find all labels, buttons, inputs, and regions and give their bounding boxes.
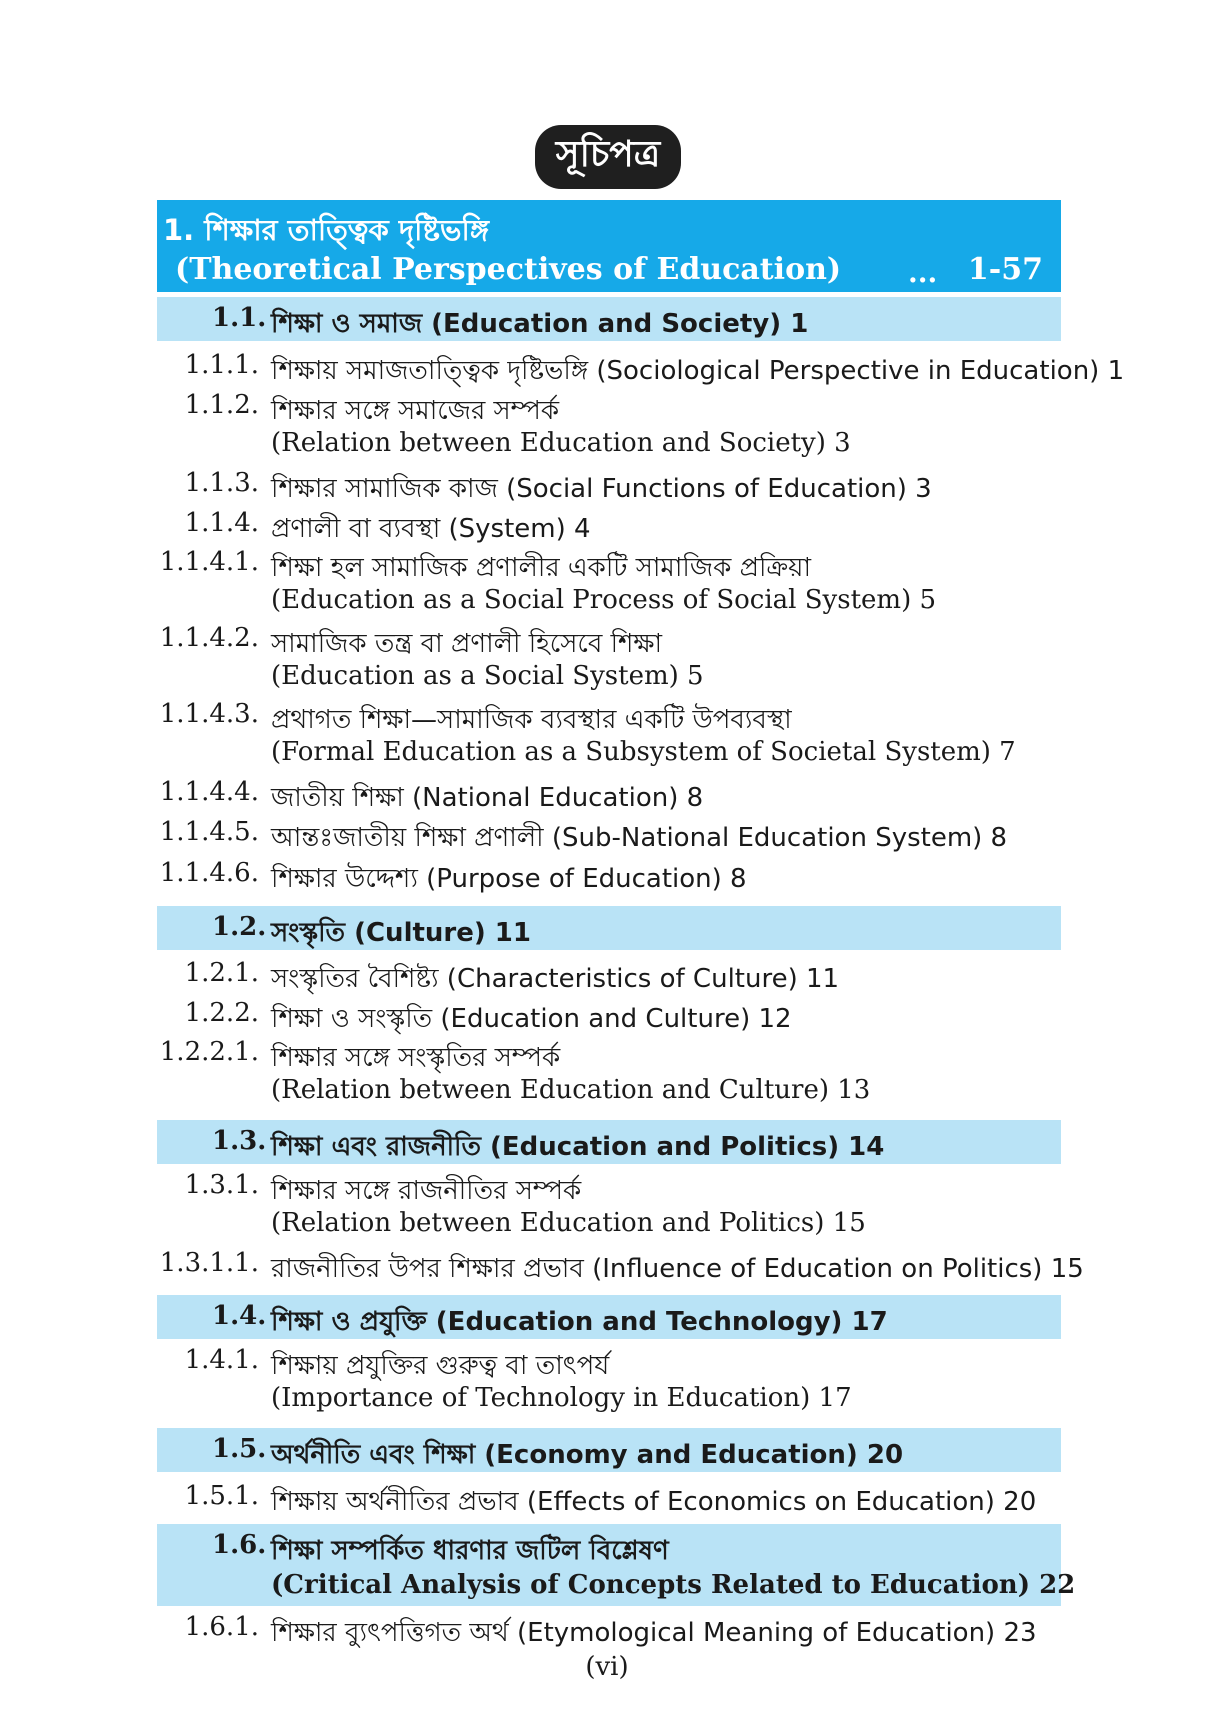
entry-title: শিক্ষার সঙ্গে রাজনীতির সম্পর্ক	[271, 1176, 582, 1206]
section-header	[157, 297, 1061, 341]
entry-title: আন্তঃজাতীয় শিক্ষা প্রণালী (Sub-National Education System) 8	[271, 823, 1008, 853]
chapter-header	[157, 200, 1061, 292]
entry-number: 1.2.1.	[184, 958, 259, 988]
chapter-title-en: (Theoretical Perspectives of Education)	[175, 252, 842, 287]
toc-entry	[0, 350, 1214, 390]
entry-title: রাজনীতির উপর শিক্ষার প্রভাব (Influence of Education on Politics) 15	[271, 1254, 1084, 1284]
toc-entry	[0, 508, 1214, 548]
section-title: শিক্ষা এবং রাজনীতি (Education and Politics) 14	[271, 1132, 885, 1162]
toc-entry	[0, 1170, 1214, 1238]
entry-title: শিক্ষায় প্রযুক্তির গুরুত্ব বা তাৎপর্য	[271, 1351, 610, 1381]
entry-title: শিক্ষার ব্যুৎপত্তিগত অর্থ (Etymological Meaning of Education) 23	[271, 1618, 1037, 1648]
chapter-leader-dots: ...	[908, 256, 938, 289]
toc-entry	[0, 817, 1214, 857]
entry-title: প্রথাগত শিক্ষা—সামাজিক ব্যবস্থার একটি উপব্যবস্থা	[271, 705, 792, 735]
entry-number: 1.1.3.	[184, 468, 259, 498]
entry-number: 1.1.4.4.	[159, 777, 259, 807]
entry-title: শিক্ষা ও সংস্কৃতি (Education and Culture) 12	[271, 1004, 792, 1034]
entry-number: 1.2.2.	[184, 998, 259, 1028]
entry-title-en: (Education as a Social System) 5	[271, 661, 704, 691]
section-number: 1.3.	[212, 1126, 267, 1156]
toc-entry	[0, 547, 1214, 615]
section-number: 1.6.	[212, 1530, 267, 1560]
entry-title-en: (Importance of Technology in Education) 17	[271, 1383, 852, 1413]
entry-title: সংস্কৃতির বৈশিষ্ট্য (Characteristics of Culture) 11	[271, 964, 840, 994]
section-header	[157, 1120, 1061, 1164]
entry-number: 1.1.2.	[184, 390, 259, 420]
chapter-title-bn: 1. শিক্ষার তাত্ত্বিক দৃষ্টিভঙ্গি	[163, 213, 489, 247]
toc-entry	[0, 958, 1214, 998]
section-title: শিক্ষা ও সমাজ (Education and Society) 1	[271, 309, 809, 339]
section-title: শিক্ষা সম্পর্কিত ধারণার জটিল বিশ্লেষণ	[271, 1536, 669, 1566]
section-number: 1.4.	[212, 1301, 267, 1331]
toc-entry	[0, 1481, 1214, 1521]
section-header	[157, 1295, 1061, 1339]
entry-number: 1.2.2.1.	[159, 1037, 259, 1067]
entry-title-en: (Relation between Education and Society) 3	[271, 428, 851, 458]
toc-entry	[0, 1248, 1214, 1288]
entry-number: 1.1.4.2.	[159, 623, 259, 653]
entry-number: 1.1.1.	[184, 350, 259, 380]
entry-number: 1.4.1.	[184, 1345, 259, 1375]
entry-number: 1.3.1.	[184, 1170, 259, 1200]
toc-entry	[0, 699, 1214, 767]
entry-title-en: (Relation between Education and Culture) 13	[271, 1075, 871, 1105]
toc-entry	[0, 1037, 1214, 1105]
toc-entry	[0, 390, 1214, 458]
entry-number: 1.1.4.5.	[159, 817, 259, 847]
page-title: সূচিপত্র	[535, 125, 681, 189]
entry-title: শিক্ষার সঙ্গে সমাজের সম্পর্ক	[271, 396, 560, 426]
entry-number: 1.5.1.	[184, 1481, 259, 1511]
toc-entry	[0, 1345, 1214, 1413]
entry-title: সামাজিক তন্ত্র বা প্রণালী হিসেবে শিক্ষা	[271, 629, 663, 659]
entry-title: শিক্ষা হল সামাজিক প্রণালীর একটি সামাজিক প্রক্রিয়া	[271, 553, 812, 583]
toc-entry	[0, 1612, 1214, 1652]
entry-title: শিক্ষায় অর্থনীতির প্রভাব (Effects of Economics on Education) 20	[271, 1487, 1037, 1517]
page-number: (vi)	[585, 1652, 629, 1682]
entry-number: 1.6.1.	[184, 1612, 259, 1642]
toc-entry	[0, 468, 1214, 508]
section-header	[157, 1524, 1076, 1606]
section-number: 1.1.	[212, 303, 267, 333]
section-header	[157, 1428, 1061, 1472]
entry-number: 1.1.4.1.	[159, 547, 259, 577]
entry-number: 1.1.4.3.	[159, 699, 259, 729]
section-title-en: (Critical Analysis of Concepts Related to Education) 22	[271, 1570, 1076, 1600]
section-title: অর্থনীতি এবং শিক্ষা (Economy and Education) 20	[271, 1440, 904, 1470]
toc-entry	[0, 777, 1214, 817]
entry-title-en: (Relation between Education and Politics) 15	[271, 1208, 866, 1238]
entry-title: শিক্ষার সঙ্গে সংস্কৃতির সম্পর্ক	[271, 1043, 561, 1073]
chapter-page-range: 1-57	[967, 252, 1043, 287]
section-number: 1.2.	[212, 912, 267, 942]
entry-title-en: (Education as a Social Process of Social System) 5	[271, 585, 937, 615]
entry-title: শিক্ষার উদ্দেশ্য (Purpose of Education) 8	[271, 864, 747, 894]
toc-entry	[0, 998, 1214, 1038]
entry-title: শিক্ষার সামাজিক কাজ (Social Functions of Education) 3	[271, 474, 932, 504]
entry-number: 1.1.4.6.	[159, 858, 259, 888]
entry-title-en: (Formal Education as a Subsystem of Societal System) 7	[271, 737, 1016, 767]
entry-title: জাতীয় শিক্ষা (National Education) 8	[271, 783, 704, 813]
section-title: শিক্ষা ও প্রযুক্তি (Education and Technology) 17	[271, 1307, 888, 1337]
entry-title: শিক্ষায় সমাজতাত্ত্বিক দৃষ্টিভঙ্গি (Sociological Perspective in Education) 1	[271, 356, 1125, 386]
section-title: সংস্কৃতি (Culture) 11	[271, 918, 531, 948]
section-header	[157, 906, 1061, 950]
toc-entry	[0, 623, 1214, 691]
entry-title: প্রণালী বা ব্যবস্থা (System) 4	[271, 514, 591, 544]
entry-number: 1.3.1.1.	[159, 1248, 259, 1278]
section-number: 1.5.	[212, 1434, 267, 1464]
entry-number: 1.1.4.	[184, 508, 259, 538]
toc-entry	[0, 858, 1214, 898]
